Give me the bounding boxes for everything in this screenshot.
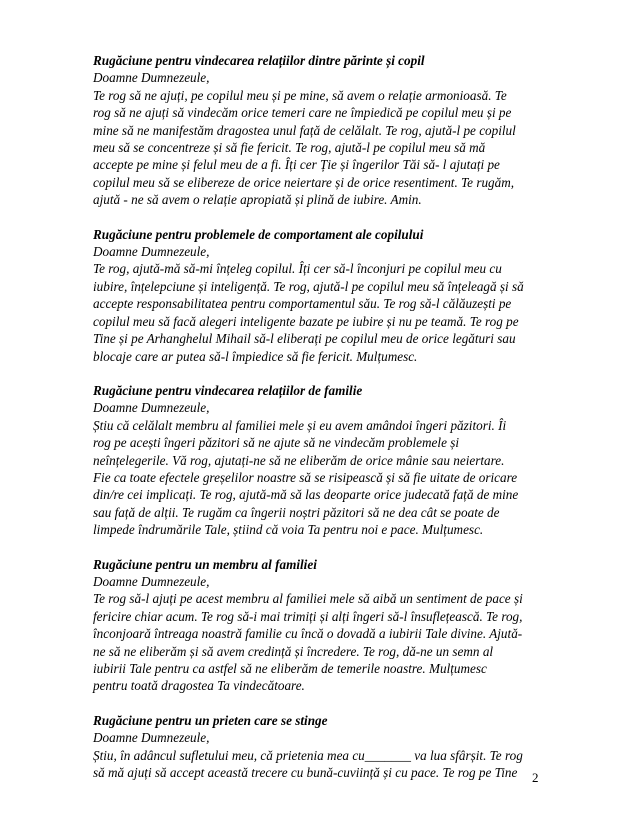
prayer-section [93,712,553,782]
prayer-title: Rugăciune pentru un prieten care se stinge [93,712,328,728]
prayer-title: Rugăciune pentru vindecarea relațiilor dintre părinte și copil [93,53,425,68]
prayer-section [93,382,553,539]
text-line: limpede îndrumările Tale, știind că voia Ta pentru noi e pace. Mulțumesc. [93,522,484,538]
prayer-title: Rugăciune pentru vindecarea relațiilor de familie [93,382,363,398]
prayer-title: Rugăciune pentru un membru al familiei [93,556,317,572]
text-line: pentru toată dragostea Ta vindecătoare. [93,678,305,694]
text-line: fericire chiar acum. Te rog să-i mai trimiți și alți îngeri să-l însuflețească. Te rog, [93,608,523,624]
text-line: Fie ca toate efectele greșelilor noastre să se risipească și să fie uitate de oricare [93,469,518,485]
text-line: Doamne Dumnezeule, [93,730,210,746]
text-line: Doamne Dumnezeule, [93,400,210,416]
text-line: mine să ne manifestăm dragostea unul față de celălalt. Te rog, ajută-l pe copilul [93,122,516,138]
text-line: să mă ajuți să accept această trecere cu bună-cuviință și cu pace. Te rog pe Tine [93,765,518,781]
text-line: înconjoară întreaga noastră familie cu încă o dovadă a iubirii Tale divine. Ajută- [93,626,523,642]
page-number: 2 [532,770,539,785]
text-line: Tine și pe Arhanghelul Mihail să-l eliberați pe copilul meu de orice legături sau [93,331,516,347]
text-line: sau față de alții. Te rugăm ca îngerii noștri păzitori să ne dea cât se poate de [93,504,500,520]
prayer-section [93,226,553,365]
text-line: ne să ne eliberăm și să avem credință și încredere. Te rog, dă-ne un semn al [93,643,494,659]
text-line: Doamne Dumnezeule, [93,573,210,589]
text-line: accepte responsabilitatea pentru comportamentul său. Te rog să-l călăuzești pe [93,296,512,312]
text-line: blocaje care ar putea să-l împiedice să fie fericit. Mulțumesc. [93,348,418,364]
text-line: Știu că celălalt membru al familiei mele și eu avem amândoi îngeri păzitori. Îi [93,417,507,433]
text-line: Doamne Dumnezeule, [93,70,210,86]
text-line: copilul meu să se elibereze de orice neiertare și de orice resentiment. Te rugăm, [93,174,515,190]
text-line: din/re cei implicați. Te rog, ajută-mă să las deoparte orice judecată față de mine [93,487,519,503]
text-line: rog pe acești îngeri păzitori să ne ajute să ne vindecăm problemele și [93,435,460,451]
text-line: Te rog să ne ajuți, pe copilul meu și pe mine, să avem o relație armonioasă. Te [93,87,507,103]
text-line: ajută - ne să avem o relație apropiată și plină de iubire. Amin. [93,192,422,208]
text-line: accepte pe mine și felul meu de a fi. Îți cer Ție și îngerilor Tăi să- l ajutați pe [93,157,500,173]
text-line: Te rog, ajută-mă să-mi înțeleg copilul. Îți cer să-l înconjuri pe copilul meu cu [93,261,502,277]
document-page [93,52,553,798]
prayer-title: Rugăciune pentru problemele de comportament ale copilului [93,226,424,242]
text-line: Doamne Dumnezeule, [93,244,210,260]
text-line: Știu, în adâncul sufletului meu, că prietenia mea cu_______ va lua sfârșit. Te rog [93,747,523,763]
prayer-section [93,52,553,209]
text-line: rog să ne ajuți să vindecăm orice temeri care ne împiedică pe copilul meu și pe [93,105,512,121]
text-line: Te rog să-l ajuți pe acest membru al familiei mele să aibă un sentiment de pace și [93,591,523,607]
text-line: copilul meu să facă alegeri inteligente bazate pe iubire și nu pe teamă. Te rog pe [93,313,519,329]
prayer-section [93,556,553,695]
text-line: iubire, înțelepciune și inteligență. Te rog, ajută-l pe copilul meu să înțeleagă și să [93,278,524,294]
text-line: meu să se concentreze și să fie fericit. Te rog, ajută-l pe copilul meu să mă [93,140,486,156]
text-line: iubirii Tale pentru ca astfel să ne eliberăm de temerile noastre. Mulțumesc [93,661,487,676]
text-line: neînțelegerile. Vă rog, ajutați-ne să ne eliberăm de orice mânie sau neiertare. [93,452,505,468]
